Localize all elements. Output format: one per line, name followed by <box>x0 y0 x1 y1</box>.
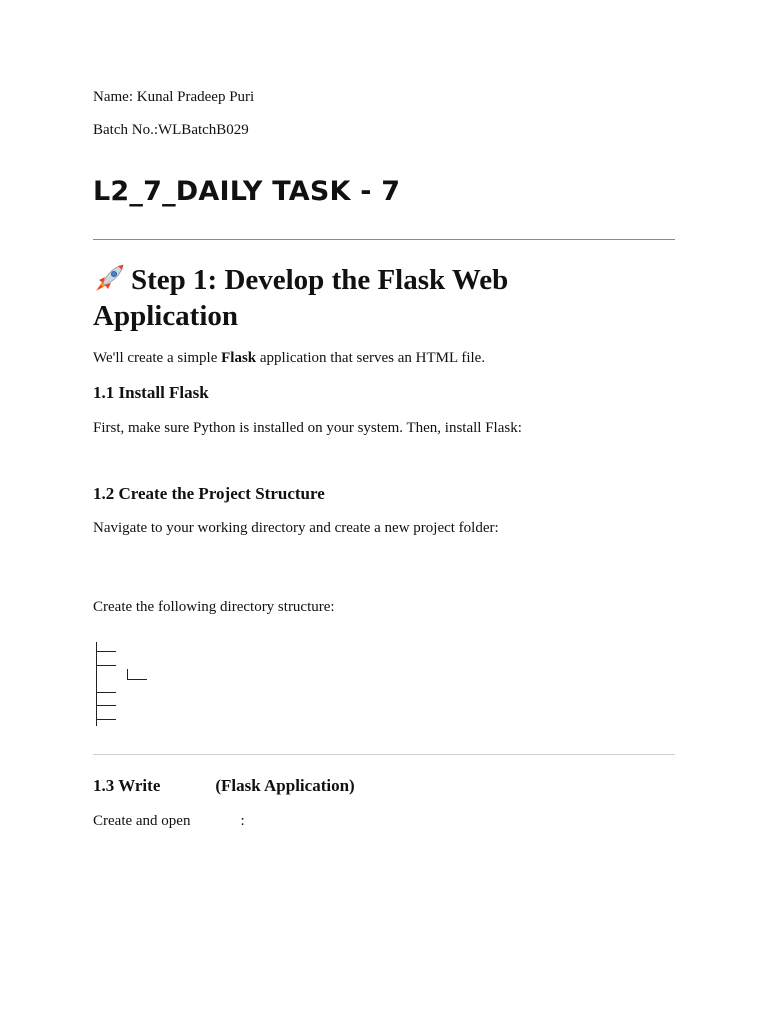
tree-trunk <box>96 642 97 726</box>
document-page <box>93 0 675 1024</box>
section-1-2-heading: 1.2 Create the Project Structure <box>93 484 325 503</box>
tree-sub-branch <box>127 679 147 680</box>
section-1-3-heading <box>93 776 355 796</box>
section-1-3-text <box>93 812 245 830</box>
directory-tree-lines <box>96 642 156 728</box>
section-1-3-text-end: : <box>240 813 245 829</box>
batch-line: Batch No.:WLBatchB029 <box>93 122 249 138</box>
tree-sub-trunk <box>127 669 128 679</box>
tree-branch <box>96 651 116 652</box>
step1-heading-text: Step 1: Develop the Flask Web Application <box>93 264 509 332</box>
tree-branch <box>96 719 116 720</box>
tree-branch <box>96 665 116 666</box>
section-1-2-text: Navigate to your working directory and create a new project folder: <box>93 520 499 536</box>
section-1-2-text2: Create the following directory structure: <box>93 599 335 615</box>
name-line: Name: Kunal Pradeep Puri <box>93 89 255 105</box>
title-divider <box>93 239 675 240</box>
tree-branch <box>96 692 116 693</box>
rocket-icon <box>93 263 125 293</box>
section-1-1-text: First, make sure Python is installed on your system. Then, install Flask: <box>93 420 522 436</box>
section-1-3-heading-end: (Flask Application) <box>215 776 355 795</box>
intro-text-start: We'll create a simple <box>93 350 222 366</box>
intro-text-end: application that serves an HTML file. <box>256 350 486 366</box>
document-title: L2_7_DAILY TASK - 7 <box>93 176 401 207</box>
step1-heading <box>93 262 613 334</box>
section-1-1-heading: 1.1 Install Flask <box>93 383 209 402</box>
tree-branch <box>96 705 116 706</box>
section-1-3-text-start: Create and open <box>93 813 191 829</box>
section-1-3-heading-start: 1.3 Write <box>93 776 161 795</box>
step1-intro <box>93 349 485 367</box>
intro-text-bold: Flask <box>221 350 257 366</box>
section-divider <box>93 754 675 755</box>
